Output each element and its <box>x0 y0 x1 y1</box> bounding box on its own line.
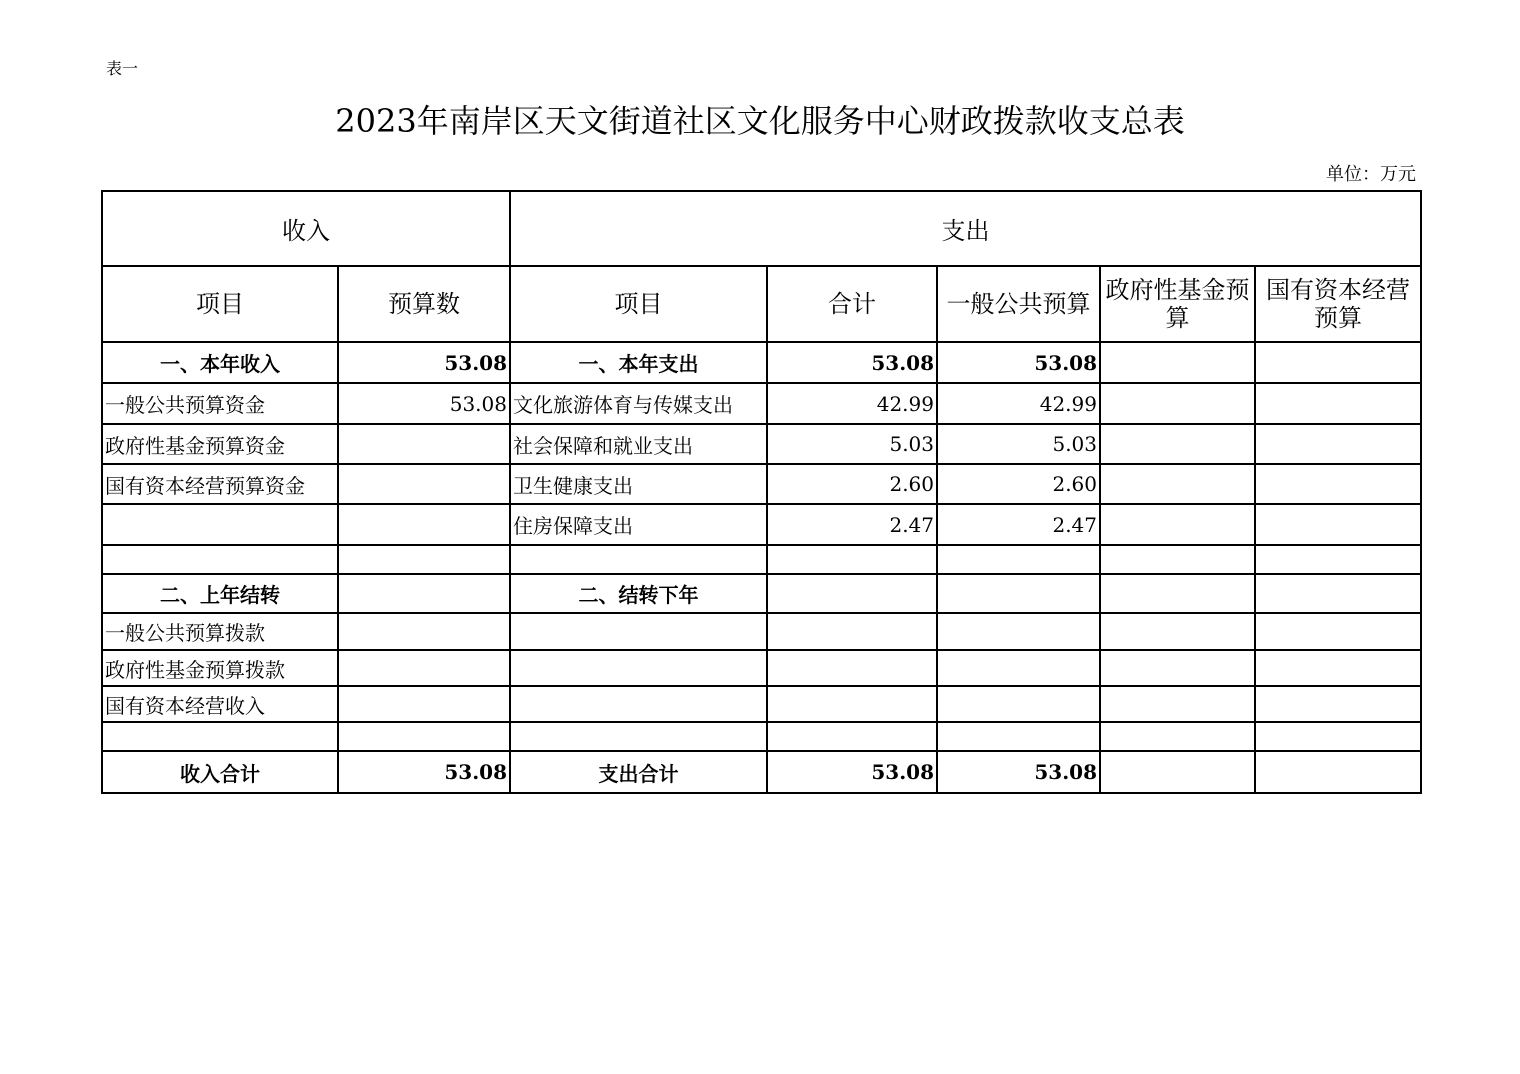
general-public-cell: 53.08 <box>937 342 1100 383</box>
general-public-cell: 5.03 <box>937 424 1100 464</box>
income-budget-cell: 53.08 <box>338 342 510 383</box>
gov-fund-cell <box>1100 383 1255 424</box>
column-header-row <box>102 266 1421 342</box>
gov-fund-cell <box>1100 545 1255 574</box>
gov-fund-cell <box>1100 504 1255 545</box>
table-row <box>102 383 1421 424</box>
table-row <box>102 722 1421 751</box>
total-cell <box>767 722 937 751</box>
table-row <box>102 342 1421 383</box>
gov-fund-cell <box>1100 424 1255 464</box>
page-label: 表一 <box>106 59 139 78</box>
unit-label: 单位：万元 <box>1326 164 1416 185</box>
total-cell <box>767 574 937 613</box>
state-capital-cell <box>1255 574 1421 613</box>
table-row <box>102 424 1421 464</box>
table-row <box>102 751 1421 793</box>
page-title: 2023年南岸区天文街道社区文化服务中心财政拨款收支总表 <box>335 102 1185 140</box>
income-item-cell: 二、上年结转 <box>102 574 338 613</box>
expense-item-header: 项目 <box>510 266 767 342</box>
income-item-cell: 一、本年收入 <box>102 342 338 383</box>
income-budget-cell: 53.08 <box>338 751 510 793</box>
general-public-cell: 2.47 <box>937 504 1100 545</box>
total-cell <box>767 650 937 686</box>
total-cell <box>767 545 937 574</box>
state-capital-cell <box>1255 751 1421 793</box>
table-row <box>102 574 1421 613</box>
table-row <box>102 613 1421 650</box>
general-public-cell: 53.08 <box>937 751 1100 793</box>
expense-item-cell: 支出合计 <box>510 751 767 793</box>
general-public-cell <box>937 574 1100 613</box>
expense-item-cell: 住房保障支出 <box>510 504 767 545</box>
income-budget-cell <box>338 686 510 722</box>
general-public-cell: 2.60 <box>937 464 1100 504</box>
state-capital-header: 国有资本经营预算 <box>1255 266 1421 342</box>
total-cell: 5.03 <box>767 424 937 464</box>
budget-table <box>101 190 1422 794</box>
table-row <box>102 504 1421 545</box>
income-budget-header: 预算数 <box>338 266 510 342</box>
income-budget-cell <box>338 424 510 464</box>
expense-item-cell <box>510 613 767 650</box>
total-cell: 2.47 <box>767 504 937 545</box>
state-capital-cell <box>1255 504 1421 545</box>
expense-item-cell: 一、本年支出 <box>510 342 767 383</box>
income-item-cell: 一般公共预算拨款 <box>102 613 338 650</box>
table-row <box>102 686 1421 722</box>
state-capital-cell <box>1255 650 1421 686</box>
income-budget-cell <box>338 722 510 751</box>
total-cell <box>767 686 937 722</box>
income-item-cell: 政府性基金预算拨款 <box>102 650 338 686</box>
total-header: 合计 <box>767 266 937 342</box>
income-budget-cell <box>338 464 510 504</box>
gov-fund-cell <box>1100 751 1255 793</box>
total-cell: 53.08 <box>767 342 937 383</box>
gov-fund-cell <box>1100 613 1255 650</box>
income-item-cell: 国有资本经营收入 <box>102 686 338 722</box>
income-budget-cell <box>338 504 510 545</box>
state-capital-cell <box>1255 545 1421 574</box>
general-public-cell <box>937 545 1100 574</box>
state-capital-cell <box>1255 424 1421 464</box>
income-item-header: 项目 <box>102 266 338 342</box>
total-cell: 42.99 <box>767 383 937 424</box>
income-item-cell <box>102 504 338 545</box>
income-budget-cell <box>338 613 510 650</box>
income-group-header: 收入 <box>102 191 510 266</box>
income-item-cell <box>102 545 338 574</box>
income-item-cell: 国有资本经营预算资金 <box>102 464 338 504</box>
total-cell: 2.60 <box>767 464 937 504</box>
state-capital-cell <box>1255 613 1421 650</box>
income-item-cell: 一般公共预算资金 <box>102 383 338 424</box>
gov-fund-cell <box>1100 574 1255 613</box>
income-budget-cell: 53.08 <box>338 383 510 424</box>
gov-fund-cell <box>1100 464 1255 504</box>
income-item-cell: 政府性基金预算资金 <box>102 424 338 464</box>
general-public-cell <box>937 650 1100 686</box>
state-capital-cell <box>1255 383 1421 424</box>
general-public-cell <box>937 722 1100 751</box>
group-header-row <box>102 191 1421 266</box>
state-capital-cell <box>1255 342 1421 383</box>
general-public-header: 一般公共预算 <box>937 266 1100 342</box>
general-public-cell <box>937 686 1100 722</box>
gov-fund-cell <box>1100 686 1255 722</box>
expense-item-cell <box>510 650 767 686</box>
general-public-cell <box>937 613 1100 650</box>
general-public-cell: 42.99 <box>937 383 1100 424</box>
total-cell <box>767 613 937 650</box>
table-row <box>102 650 1421 686</box>
expense-item-cell: 二、结转下年 <box>510 574 767 613</box>
expense-item-cell: 卫生健康支出 <box>510 464 767 504</box>
expense-item-cell <box>510 686 767 722</box>
gov-fund-header: 政府性基金预算 <box>1100 266 1255 342</box>
expense-item-cell: 文化旅游体育与传媒支出 <box>510 383 767 424</box>
state-capital-cell <box>1255 686 1421 722</box>
state-capital-cell <box>1255 722 1421 751</box>
total-cell: 53.08 <box>767 751 937 793</box>
expense-group-header: 支出 <box>510 191 1421 266</box>
gov-fund-cell <box>1100 722 1255 751</box>
income-budget-cell <box>338 574 510 613</box>
table-row <box>102 545 1421 574</box>
table-row <box>102 464 1421 504</box>
income-item-cell <box>102 722 338 751</box>
gov-fund-cell <box>1100 650 1255 686</box>
expense-item-cell: 社会保障和就业支出 <box>510 424 767 464</box>
gov-fund-cell <box>1100 342 1255 383</box>
income-budget-cell <box>338 650 510 686</box>
income-item-cell: 收入合计 <box>102 751 338 793</box>
expense-item-cell <box>510 722 767 751</box>
expense-item-cell <box>510 545 767 574</box>
income-budget-cell <box>338 545 510 574</box>
state-capital-cell <box>1255 464 1421 504</box>
